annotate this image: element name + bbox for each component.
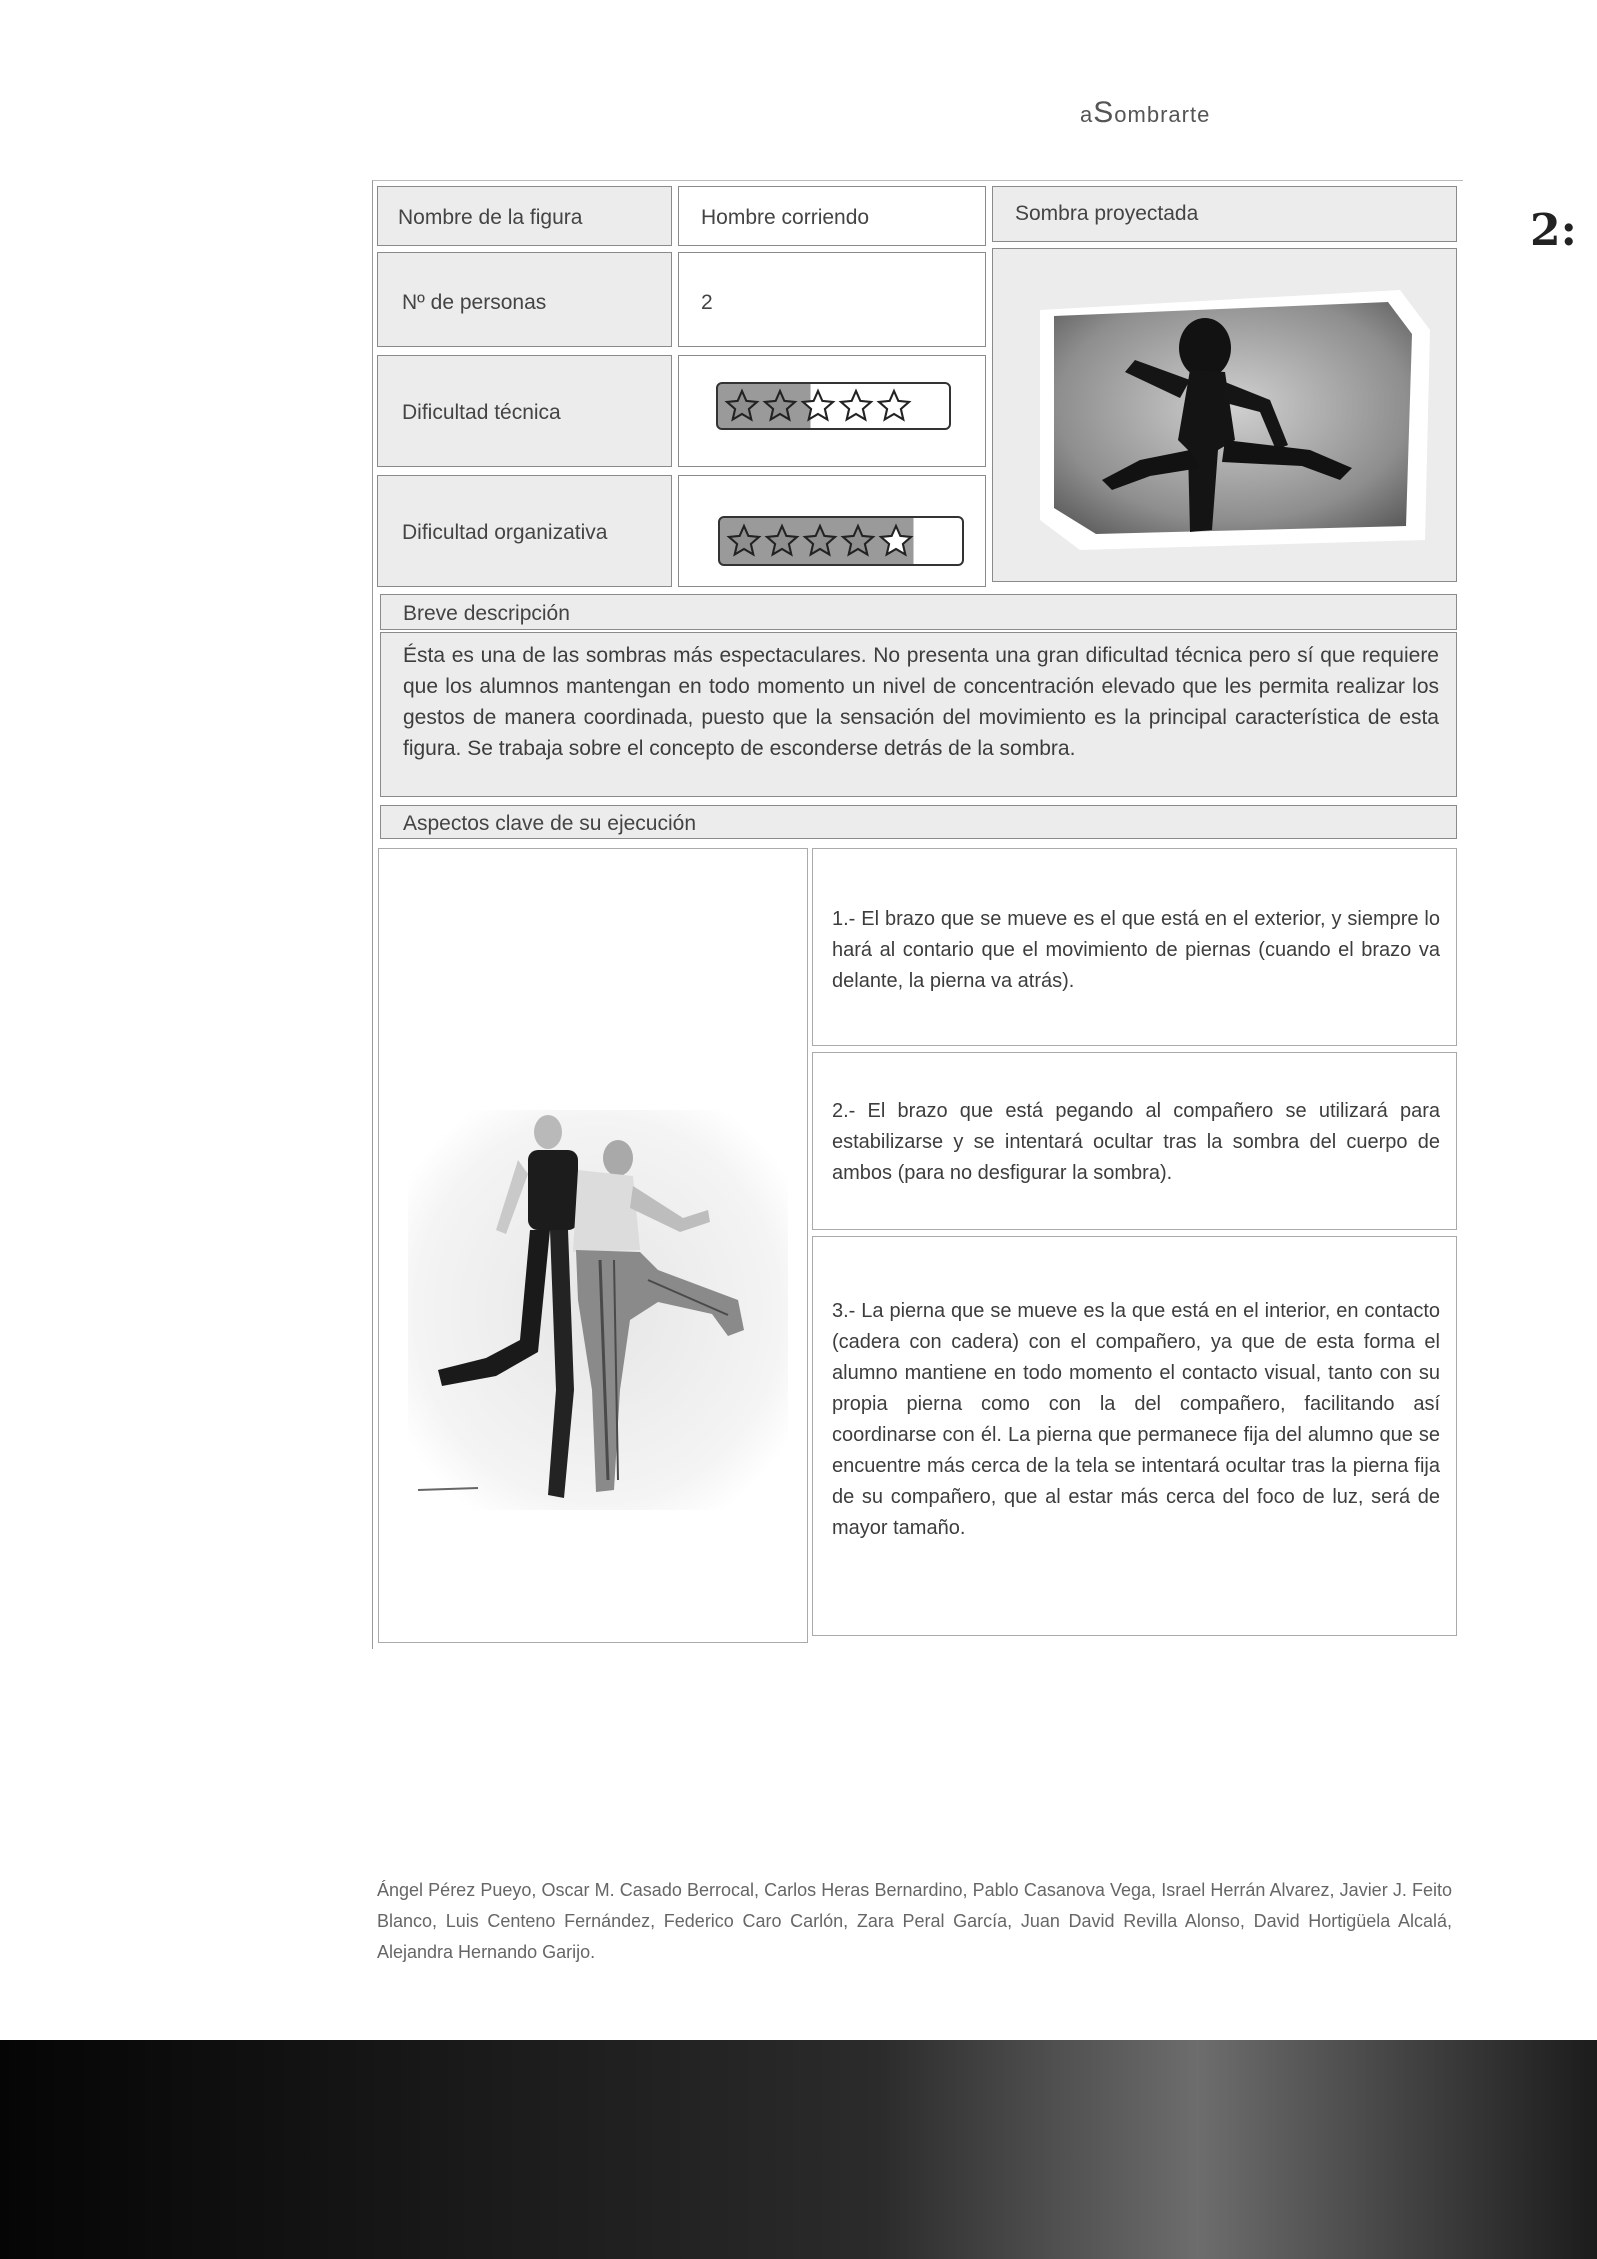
organizational-rating	[718, 516, 964, 566]
authors-footer: Ángel Pérez Pueyo, Oscar M. Casado Berrocal, Carlos Heras Bernardino, Pablo Casanova Vega, Israel Herrán Alvarez, Javier J. Feito Blanco, Luis Centeno Fernández, Federico Caro Carlón, Zara Peral García, Juan David Revilla Alonso, David Hortigüela Alcalá, Alejandra Hernando Garijo.	[377, 1880, 1452, 1962]
brand-initial: S	[1093, 96, 1115, 129]
step-2-text: 2.- El brazo que está pegando al compañero se utilizará para estabilizarse y se intentará ocultar tras la sombra del cuerpo de ambos (para no desfigurar la sombra).	[832, 1100, 1440, 1184]
technical-label-cell	[377, 355, 672, 467]
star-empty-icon	[876, 388, 912, 424]
organizational-label-cell	[377, 475, 672, 587]
figure-name-value: Hombre corriendo	[701, 206, 870, 229]
star-filled-icon	[726, 523, 762, 559]
page-number: 2:	[1530, 205, 1577, 256]
scan-shadow-band	[0, 2040, 1597, 2259]
shadow-label-cell	[992, 186, 1457, 242]
description-text: Ésta es una de las sombras más espectaculares. No presenta una gran dificultad técnica pero sí que requiere que los alumnos mantengan en todo momento un nivel de concentración elevado que les permita realizar los gestos de manera coordinada, puesto que la sensación del movimiento es la principal característica de esta figura. Se trabaja sobre el concepto de esconderse detrás de la sombra.	[403, 644, 1439, 760]
brand-prefix: a	[1080, 102, 1094, 127]
star-filled-icon	[724, 388, 760, 424]
key-aspects-label: Aspectos clave de su ejecución	[403, 812, 697, 835]
step-1-text: 1.- El brazo que se mueve es el que está en el exterior, y siempre lo hará al contario que el movimiento de piernas (cuando el brazo va delante, la pierna va atrás).	[832, 908, 1440, 992]
star-empty-icon	[838, 388, 874, 424]
key-aspects-label-cell	[380, 805, 1457, 839]
description-label: Breve descripción	[403, 602, 570, 625]
organizational-label: Dificultad organizativa	[402, 521, 608, 544]
technical-label: Dificultad técnica	[402, 401, 561, 424]
star-empty-icon	[878, 523, 914, 559]
people-value-cell	[678, 252, 986, 347]
figure-name-label-cell	[377, 186, 672, 246]
star-filled-icon	[840, 523, 876, 559]
header-brand	[1080, 96, 1210, 130]
technical-rating	[716, 382, 951, 430]
star-empty-icon	[800, 388, 836, 424]
execution-photo	[408, 1090, 788, 1520]
people-label: Nº de personas	[402, 291, 547, 314]
description-label-cell	[380, 594, 1457, 630]
people-value: 2	[701, 291, 713, 314]
shadow-label: Sombra proyectada	[1015, 202, 1199, 225]
brand-rest: ombrarte	[1114, 102, 1211, 127]
people-label-cell	[377, 252, 672, 347]
figure-name-label: Nombre de la figura	[398, 206, 583, 229]
star-filled-icon	[764, 523, 800, 559]
step-3-text: 3.- La pierna que se mueve es la que está en el interior, en contacto (cadera con cadera) con el compañero, ya que de esta forma el alumno mantiene en todo momento el contacto visual, tanto con su propia pierna como con la del compañero, facilitando así coordinarse con él. La pierna que permanece fija del alumno que se encuentre más cerca de la tela se intentará ocultar tras la pierna fija de su compañero, que al estar más cerca del foco de luz, será de mayor tamaño.	[832, 1300, 1440, 1539]
shadow-photo	[1040, 290, 1430, 550]
star-filled-icon	[802, 523, 838, 559]
star-filled-icon	[762, 388, 798, 424]
figure-name-value-cell	[678, 186, 986, 246]
